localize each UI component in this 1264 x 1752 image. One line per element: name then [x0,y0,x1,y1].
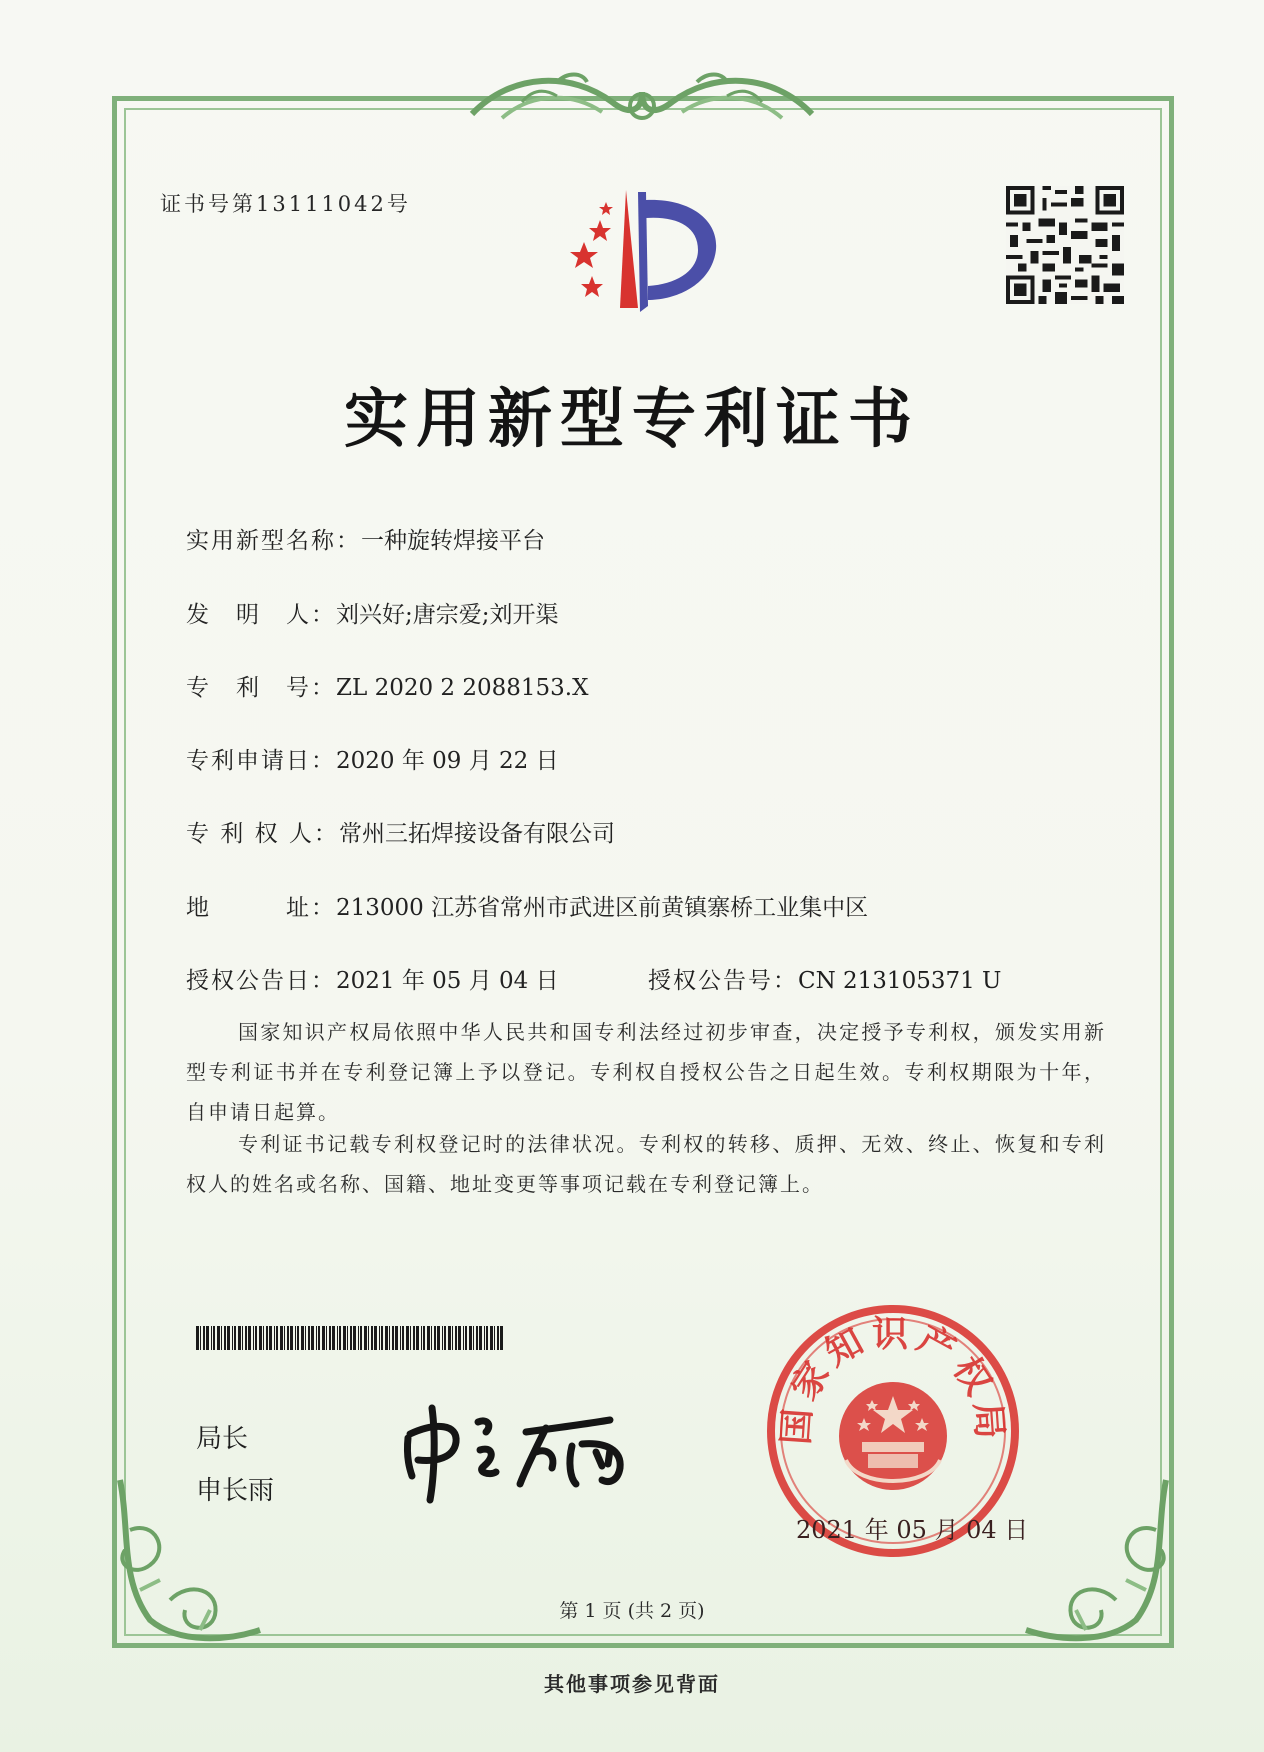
director-title: 局长 [196,1424,249,1454]
barcode-bar [217,1326,220,1350]
barcode-bar [263,1326,264,1350]
qr-code-icon [1006,186,1124,304]
barcode-bar [374,1326,377,1350]
barcode-bar [287,1326,289,1350]
barcode-bar [224,1326,226,1350]
cnipa-logo-icon [548,178,738,326]
barcode-bar [465,1326,467,1350]
barcode-bar [200,1326,201,1350]
barcode-bar [347,1326,348,1350]
barcode-bar [410,1326,411,1350]
barcode-bar [431,1326,432,1350]
barcode-bar [295,1326,296,1350]
barcode-bar [423,1326,425,1350]
barcode-bar [259,1326,262,1350]
barcode-bar [255,1326,257,1350]
barcode-bar [389,1326,390,1350]
barcode-bar [379,1326,380,1350]
barcode-bar [368,1326,369,1350]
page-number: 第 1 页 (共 2 页) [559,1600,705,1622]
barcode-bar [358,1326,359,1350]
barcode-bar [452,1326,453,1350]
barcode-bar [337,1326,338,1350]
field-value: 2020 年 09 月 22 日 [336,748,559,774]
field-patentee [186,815,615,848]
barcode-bar [221,1326,222,1350]
barcode-bar [479,1326,482,1350]
barcode-icon [196,1326,504,1350]
certificate-number: 证书号第13111042号 [160,192,411,216]
barcode-bar [297,1326,299,1350]
barcode-bar [494,1326,495,1350]
barcode-bar [458,1326,461,1350]
barcode-bar [455,1326,457,1350]
barcode-bar [242,1326,243,1350]
field-utility-model-name [186,522,545,555]
barcode-bar [276,1326,278,1350]
field-label: 专 利 权 人： [186,821,339,847]
footer-note: 其他事项参见背面 [544,1672,720,1696]
field-label: 实用新型名称： [186,528,361,554]
barcode-bar [329,1326,331,1350]
field-application-date [186,742,559,775]
barcode-bar [301,1326,304,1350]
field-value: 刘兴好;唐宗爱;刘开渠 [336,602,559,628]
barcode-bar [232,1326,233,1350]
barcode-bar [476,1326,478,1350]
barcode-bar [360,1326,362,1350]
barcode-bar [353,1326,356,1350]
field-value: 2021 年 05 月 04 日 [336,968,559,994]
field-publication-date [186,962,559,995]
certificate-title: 实用新型专利证书 [344,383,920,457]
barcode-bar [274,1326,275,1350]
top-ornament-icon [462,62,822,134]
barcode-bar [402,1326,404,1350]
field-address [186,889,868,922]
field-publication-number [648,962,1001,995]
director-name: 申长雨 [196,1476,275,1506]
barcode-bar [253,1326,254,1350]
barcode-bar [238,1326,241,1350]
barcode-bar [473,1326,474,1350]
seal-date: 2021 年 05 月 04 日 [796,1516,1029,1544]
barcode-bar [211,1326,212,1350]
barcode-bar [284,1326,285,1350]
barcode-bar [290,1326,293,1350]
barcode-bar [206,1326,209,1350]
barcode-bar [463,1326,464,1350]
director-signature-icon [396,1388,656,1508]
barcode-bar [427,1326,430,1350]
barcode-bar [406,1326,409,1350]
barcode-bar [213,1326,215,1350]
legal-status-paragraph: 专利证书记载专利权登记时的法律状况。专利权的转移、质押、无效、终止、恢复和专利权人的姓名或名称、国籍、地址变更等事项记载在专利登记簿上。 [186,1132,1106,1196]
barcode-bar [421,1326,422,1350]
field-value: 常州三拓焊接设备有限公司 [338,821,615,847]
field-label: 授权公告号： [648,968,798,994]
barcode-bar [484,1326,485,1350]
barcode-bar [385,1326,388,1350]
barcode-bar [245,1326,247,1350]
grant-paragraph: 国家知识产权局依照中华人民共和国专利法经过初步审查，决定授予专利权，颁发实用新型专利证书并在专利登记簿上予以登记。专利权自授权公告之日起生效。专利权期限为十年，自申请日起算。 [186,1020,1106,1124]
barcode-bar [371,1326,373,1350]
barcode-bar [486,1326,488,1350]
field-label: 授权公告日： [186,968,336,994]
barcode-bar [350,1326,352,1350]
barcode-bar [497,1326,499,1350]
barcode-bar [444,1326,446,1350]
barcode-bar [266,1326,268,1350]
barcode-bar [311,1326,314,1350]
barcode-bar [308,1326,310,1350]
barcode-bar [234,1326,236,1350]
barcode-bar [437,1326,440,1350]
barcode-bar [269,1326,272,1350]
barcode-bar [280,1326,283,1350]
field-label: 专利申请日： [186,748,336,774]
barcode-bar [442,1326,443,1350]
barcode-bar [332,1326,335,1350]
barcode-bar [196,1326,199,1350]
barcode-bar [305,1326,306,1350]
barcode-bar [203,1326,205,1350]
field-value: 一种旋转焊接平台 [361,528,545,554]
field-label: 发 明 人： [186,602,336,628]
barcode-bar [381,1326,383,1350]
barcode-bar [490,1326,493,1350]
barcode-bar [400,1326,401,1350]
barcode-bar [416,1326,419,1350]
barcode-bar [500,1326,503,1350]
barcode-bar [448,1326,451,1350]
field-value: ZL 2020 2 2088153.X [336,675,589,701]
field-label: 地 址： [186,895,336,921]
barcode-bar [364,1326,367,1350]
field-inventors [186,596,559,629]
field-value: CN 213105371 U [798,968,1002,994]
barcode-bar [434,1326,436,1350]
barcode-bar [469,1326,472,1350]
barcode-bar [339,1326,341,1350]
barcode-bar [227,1326,230,1350]
seal-text: 国家知识产权局 [775,1314,1011,1446]
barcode-bar [392,1326,394,1350]
barcode-bar [343,1326,346,1350]
barcode-bar [316,1326,317,1350]
field-value: 213000 江苏省常州市武进区前黄镇寨桥工业集中区 [336,895,869,921]
field-patent-number [186,669,588,702]
barcode-bar [248,1326,251,1350]
barcode-bar [326,1326,327,1350]
barcode-bar [395,1326,398,1350]
field-label: 专 利 号： [186,675,336,701]
barcode-bar [318,1326,320,1350]
barcode-bar [413,1326,415,1350]
corner-ornament-right-icon [1016,1470,1176,1650]
barcode-bar [322,1326,325,1350]
